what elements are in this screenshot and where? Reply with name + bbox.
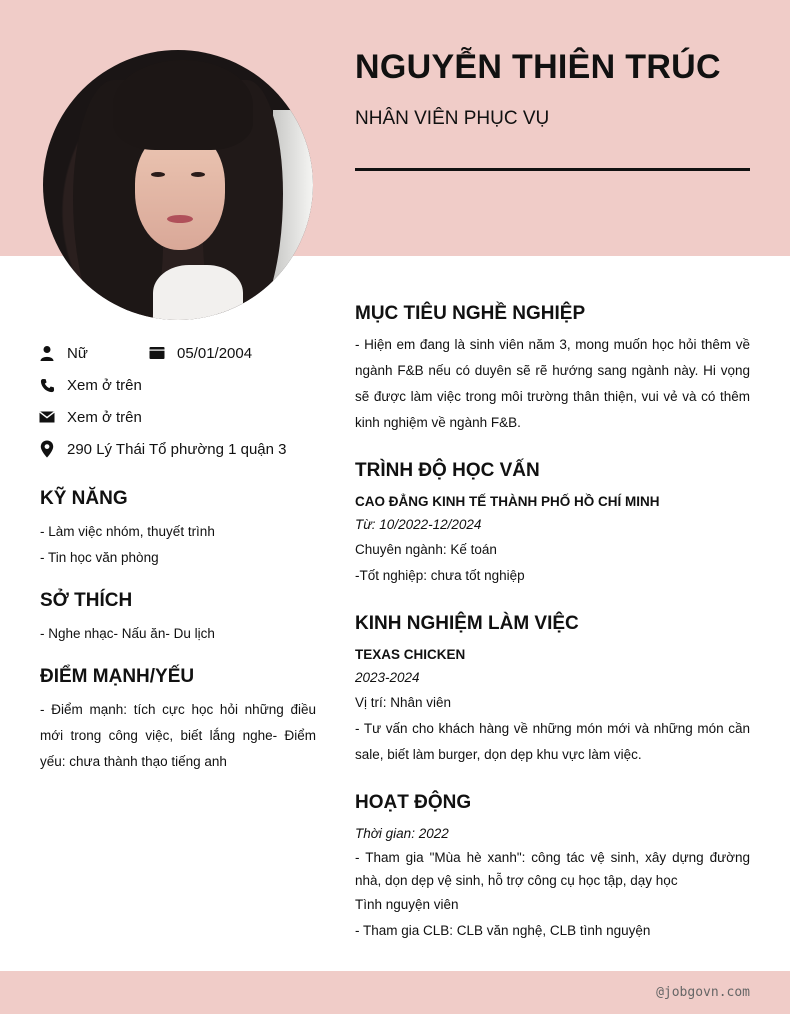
strengths-title: ĐIỂM MẠNH/YẾU: [40, 666, 195, 687]
strengths-text: - Điểm mạnh: tích cực học hỏi những điều mới trong công việc, biết lắng nghe- Điểm yếu: chưa thành thạo tiếng anh: [40, 702, 316, 769]
hobbies-text: - Nghe nhạc- Nấu ăn- Du lịch: [40, 626, 215, 641]
calendar-icon: [148, 344, 166, 362]
skill-item: - Tin học văn phòng: [40, 550, 159, 565]
experience-position: Vị trí: Nhân viên: [355, 695, 452, 710]
objective-text: - Hiện em đang là sinh viên năm 3, mong muốn học hỏi thêm về ngành F&B nếu có duyên sẽ rẽ hướng sang ngành này. Hi vọng sẽ được làm việc trong môi trường thân thiện, vui vẻ và có thêm kinh nghiệm về ngành F&B.: [355, 337, 750, 430]
mail-icon: [38, 408, 56, 426]
experience-period: 2023-2024: [355, 670, 420, 685]
experience-description: - Tư vấn cho khách hàng về những món mới và những món cần sale, biết làm burger, dọn dẹp khu vực làm việc.: [355, 721, 750, 762]
info-email: [38, 407, 142, 427]
person-icon: [38, 344, 56, 362]
activity-item: - Tham gia "Mùa hè xanh": công tác vệ sinh, xây dựng đường nhà, dọn dẹp vệ sinh, hỗ trợ công cụ học tập, dạy học: [355, 850, 750, 888]
skills-title: KỸ NĂNG: [40, 488, 128, 509]
phone-text: Xem ở trên: [67, 376, 142, 394]
experience-title: KINH NGHIỆM LÀM VIỆC: [355, 613, 579, 634]
dob-text: 05/01/2004: [177, 344, 253, 362]
gender-text: Nữ: [67, 344, 88, 362]
title-divider: [355, 168, 750, 171]
footer-watermark: @jobgovn.com: [656, 985, 750, 1000]
job-title: NHÂN VIÊN PHỤC VỤ: [355, 108, 550, 129]
education-graduation: -Tốt nghiệp: chưa tốt nghiệp: [355, 568, 525, 583]
activities-title: HOẠT ĐỘNG: [355, 792, 472, 813]
education-major: Chuyên ngành: Kế toán: [355, 542, 497, 557]
candidate-name: NGUYỄN THIÊN TRÚC: [355, 48, 721, 86]
education-period: Từ: 10/2022-12/2024: [355, 517, 482, 532]
phone-icon: [38, 376, 56, 394]
activity-item: - Tham gia CLB: CLB văn nghệ, CLB tình nguyện: [355, 923, 651, 938]
school-name: CAO ĐẲNG KINH TẾ THÀNH PHỐ HỒ CHÍ MINH: [355, 494, 660, 509]
skill-item: - Làm việc nhóm, thuyết trình: [40, 524, 215, 539]
info-dob: [148, 343, 252, 363]
company-name: TEXAS CHICKEN: [355, 647, 466, 662]
info-gender: [38, 343, 88, 363]
address-text: 290 Lý Thái Tổ phường 1 quận 3: [67, 440, 287, 458]
info-phone: [38, 375, 142, 395]
location-pin-icon: [38, 440, 56, 458]
email-text: Xem ở trên: [67, 408, 142, 426]
info-address: [38, 439, 287, 459]
education-title: TRÌNH ĐỘ HỌC VẤN: [355, 460, 540, 481]
activities-time: Thời gian: 2022: [355, 826, 449, 841]
activity-role: Tình nguyện viên: [355, 897, 459, 912]
objective-title: MỤC TIÊU NGHỀ NGHIỆP: [355, 303, 586, 324]
hobbies-title: SỞ THÍCH: [40, 590, 133, 611]
profile-photo: [43, 50, 313, 320]
